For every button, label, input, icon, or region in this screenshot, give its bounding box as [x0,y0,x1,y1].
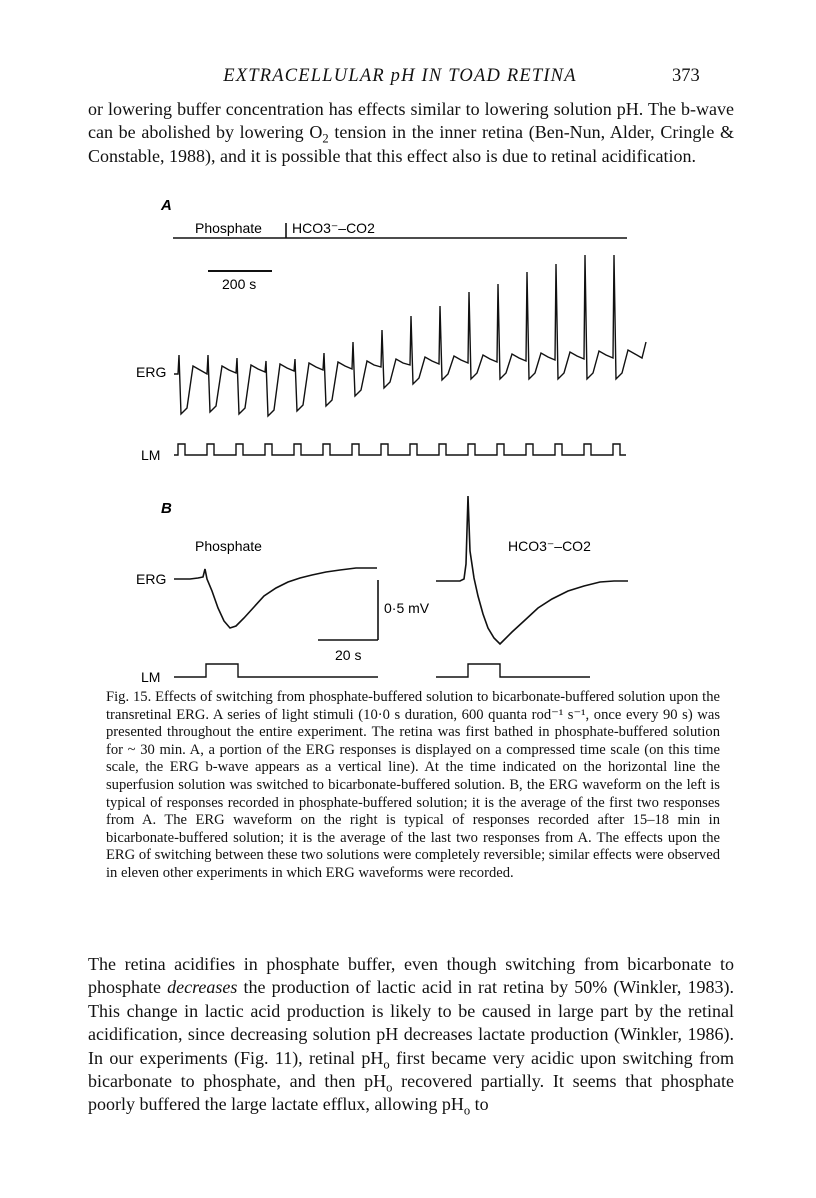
paragraph-bottom-text-5: to [470,1094,489,1115]
panel-a-erg-label: ERG [136,364,167,380]
subscript-o-3: o [463,1104,471,1119]
page-number: 373 [672,66,700,86]
panel-b-erg-label: ERG [136,571,167,587]
time-scale-label: 200 s [222,276,257,292]
time-scale-label-b: 20 s [335,647,362,663]
paragraph-bottom-text-4: recovered partially. It seems that phosphate poorly buffered the large lactate efflux, allowing pH [88,1071,735,1115]
figure-caption-text: Fig. 15. Effects of switching from phosphate-buffered solution to bicarbonate-buffered solution upon the transretinal ERG. A series of light stimuli (10·0 s duration, 600 quanta rod⁻¹ s⁻¹, once every 90 s) was presented throughout the entire experiment. The retina was first bathed in phosphate-buffered solution for ~ 30 min. A, a portion of the ERG responses is displayed on a compressed time scale (on this time scale, the ERG b-wave appears as a vertical line). At the time indicated on the horizontal line the superfusion solution was switched to bicarbonate-buffered solution. B, the ERG waveform on the left is typical of responses recorded in phosphate-buffered solution; it is the average of the first two responses from A. The ERG waveform on the right is typical of responses recorded after 15–18 min in bicarbonate-buffered solution; it is the average of the last two responses from A. The effects upon the ERG of switching between these two solutions were completely reversible; similar effects were observed in eleven other experiments in which ERG waveforms were recorded. [106,689,720,881]
panel-b-label: B [161,500,172,517]
paragraph-bottom-text-3: first became very acidic upon switching from bicarbonate to phosphate, and then pH [88,1047,734,1092]
panel-a-lm-label: LM [141,447,161,463]
voltage-scale-label: 0·5 mV [384,600,430,616]
panel-a-lm-trace [174,444,626,455]
subscript-o-2: o [386,1080,393,1095]
panel-b-bicarbonate-title: HCO3⁻–CO2 [508,538,591,554]
phosphate-lm-trace [174,664,378,677]
emphasis-decreases: decreases [167,977,238,998]
paragraph-bottom-text-1: The retina acidifies in phosphate buffer, even though switching from bicarbonate to phosphate [88,954,734,998]
figure-graphic [0,188,816,688]
panel-a-phosphate-label: Phosphate [195,220,262,236]
figure-caption [106,689,720,883]
bicarbonate-erg-waveform [436,496,628,644]
panel-b-lm-label: LM [141,669,161,685]
bicarbonate-lm-trace [436,664,590,677]
panel-b-phosphate-title: Phosphate [195,538,262,554]
paragraph-top-text: or lowering buffer concentration has effects similar to lowering solution pH. The b-wave can be abolished by lowering O [88,99,734,143]
subscript-two: 2 [322,132,329,146]
running-title: EXTRACELLULAR pH IN TOAD RETINA [223,66,577,86]
subscript-o-1: o [383,1057,390,1072]
panel-a-label: A [161,197,172,214]
panel-a-bicarbonate-label: HCO3⁻–CO2 [292,220,375,236]
paragraph-bottom [88,953,734,1117]
figure-15 [0,188,816,693]
paragraph-top [88,98,734,168]
paragraph-bottom-text-2: the production of lactic acid in rat retina by 50% (Winkler, 1983). This change in lactic acid production is likely to be caused in large part by the retinal acidification, since decreasing solution pH decreases lactate production (Winkler, 1986). In our experiments (Fig. 11), retinal pH [88,977,734,1068]
phosphate-erg-waveform [174,568,377,628]
paragraph-top-text-end: tension in the inner retina (Ben-Nun, Alder, Cringle & Constable, 1988), and it is possible that this effect also is due to retinal acidification. [88,122,734,166]
